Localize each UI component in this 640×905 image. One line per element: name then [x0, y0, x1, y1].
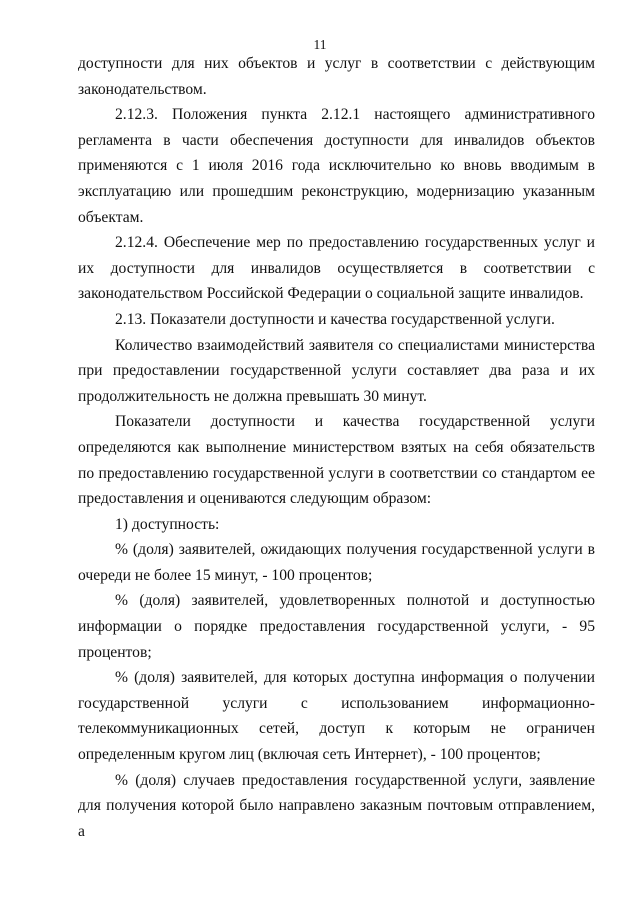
- document-body: [78, 51, 595, 844]
- list-item-mail-share: % (доля) случаев предоставления государственной услуги, заявление для получения которой было направлено заказным почтовым отправлением, а: [78, 771, 595, 840]
- list-item-internet-share: % (доля) заявителей, для которых доступна информация о получении государственной услуги с использованием информационно-телекоммуникационных сетей, доступ к которым не ограничен определенным кругом лиц (включая сеть Интернет), - 100 процентов;: [78, 669, 595, 764]
- paragraph-2-12-4: 2.12.4. Обеспечение мер по предоставлению государственных услуг и их доступности для инвалидов осуществляется в соответствии с законодательством Российской Федерации о социальной защите инвалидов.: [78, 234, 595, 303]
- paragraph-2-12-3: 2.12.3. Положения пункта 2.12.1 настоящего административного регламента в части обеспечения доступности для инвалидов объектов применяются с 1 июля 2016 года исключительно ко вновь вводимым в эксплуатацию или прошедшим реконструкцию, модернизацию указанным объектам.: [78, 106, 595, 226]
- paragraph-continuation: доступности для них объектов и услуг в соответствии с действующим законодательством.: [78, 55, 595, 98]
- paragraph-indicators: Показатели доступности и качества государственной услуги определяются как выполнение министерством взятых на себя обязательств по предоставлению государственной услуги в соответствии со стандартом ее предоставления и оцениваются следующим образом:: [78, 413, 595, 508]
- section-heading-2-13: 2.13. Показатели доступности и качества государственной услуги.: [115, 310, 555, 328]
- page-number: 11: [313, 37, 327, 52]
- list-item-satisfied-share: % (доля) заявителей, удовлетворенных полнотой и доступностью информации о порядке предоставления государственной услуги, - 95 процентов;: [78, 592, 595, 661]
- list-item-queue-share: % (доля) заявителей, ожидающих получения государственной услуги в очереди не более 15 минут, - 100 процентов;: [78, 541, 595, 584]
- list-item-accessibility: 1) доступность:: [115, 515, 220, 533]
- paragraph-interactions: Количество взаимодействий заявителя со специалистами министерства при предоставлении государственной услуги составляет два раза и их продолжительность не должна превышать 30 минут.: [78, 336, 595, 405]
